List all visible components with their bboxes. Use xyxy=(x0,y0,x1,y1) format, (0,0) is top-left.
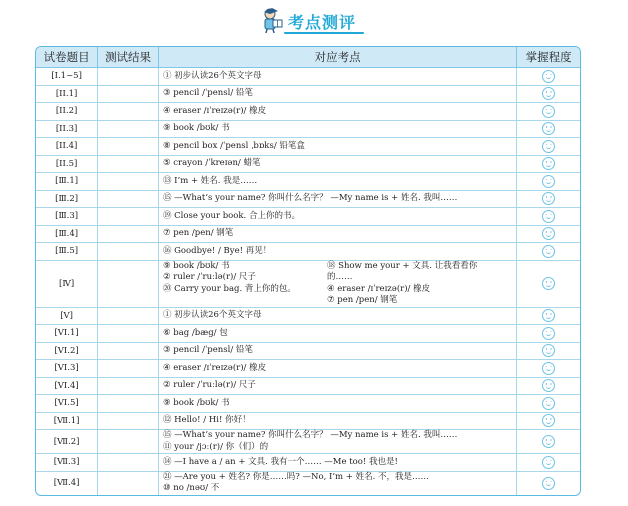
smiley-face-icon[interactable] xyxy=(542,435,555,448)
table-row xyxy=(36,413,580,431)
knowledge-point-line: ⑨ book /bʊk/ 书 xyxy=(162,397,230,408)
question-id: [II.5] xyxy=(36,156,98,174)
table-row xyxy=(36,430,580,454)
knowledge-point-columns xyxy=(163,261,516,307)
table-row xyxy=(36,325,580,343)
test-result-cell[interactable] xyxy=(98,138,159,156)
mastery-cell[interactable] xyxy=(517,325,580,343)
knowledge-point-line: ⑱ Show me your + 文具. 让我看看你的…… xyxy=(326,260,478,282)
table-header-row xyxy=(36,47,580,68)
mastery-cell[interactable] xyxy=(517,103,580,121)
table-row xyxy=(36,378,580,396)
smiley-face-icon[interactable] xyxy=(542,414,555,427)
header-banner xyxy=(0,4,628,38)
knowledge-point-cell xyxy=(159,226,517,244)
smiley-face-icon[interactable] xyxy=(542,362,555,375)
smiley-face-icon[interactable] xyxy=(542,140,555,153)
test-result-cell[interactable] xyxy=(98,454,159,472)
table-row xyxy=(36,243,580,261)
knowledge-point-cell xyxy=(159,472,517,495)
table-row xyxy=(36,395,580,413)
mastery-cell[interactable] xyxy=(517,121,580,139)
mastery-cell[interactable] xyxy=(517,173,580,191)
test-result-cell[interactable] xyxy=(98,325,159,343)
table-row xyxy=(36,454,580,472)
knowledge-point-line: ① 初步认读26个英文字母 xyxy=(162,70,262,81)
knowledge-point-line: ⑬ I’m + 姓名. 我是…… xyxy=(162,175,258,186)
knowledge-point-cell xyxy=(159,68,517,86)
smiley-face-icon[interactable] xyxy=(542,327,555,340)
knowledge-point-line: ② ruler /ˈruːlə(r)/ 尺子 xyxy=(162,272,256,282)
test-result-cell[interactable] xyxy=(98,173,159,191)
header-mastery: 掌握程度 xyxy=(517,47,580,68)
question-id: [Ⅲ.3] xyxy=(36,208,98,226)
question-id: [II.2] xyxy=(36,103,98,121)
smiley-face-icon[interactable] xyxy=(542,105,555,118)
smiley-face-icon[interactable] xyxy=(542,309,555,322)
test-result-cell[interactable] xyxy=(98,378,159,396)
knowledge-point-line: ⑮ —What’s your name? 你叫什么名字？ —My name is + 姓名. 我叫…… xyxy=(162,430,458,440)
test-result-cell[interactable] xyxy=(98,191,159,209)
table-row xyxy=(36,191,580,209)
knowledge-point-cell xyxy=(159,360,517,378)
smiley-face-icon[interactable] xyxy=(542,397,555,410)
page-title: 考点测评 xyxy=(288,13,357,32)
test-result-cell[interactable] xyxy=(98,208,159,226)
test-result-cell[interactable] xyxy=(98,121,159,139)
mastery-cell[interactable] xyxy=(517,430,580,454)
smiley-face-icon[interactable] xyxy=(542,344,555,357)
knowledge-point-cell xyxy=(159,413,517,431)
smiley-face-icon[interactable] xyxy=(542,175,555,188)
knowledge-point-line: ④ eraser /ɪˈreɪzə(r)/ 橡皮 xyxy=(162,105,267,116)
table-row xyxy=(36,261,580,308)
knowledge-point-line: ⑲ Close your book. 合上你的书。 xyxy=(162,210,300,221)
knowledge-point-line: ⑨ book /bʊk/ 书 xyxy=(162,123,230,133)
question-id: [Ⅶ.2] xyxy=(36,430,98,454)
header-knowledge-point: 对应考点 xyxy=(159,47,517,68)
question-id: [Ⅲ.1] xyxy=(36,173,98,191)
test-result-cell[interactable] xyxy=(98,343,159,361)
header-result: 测试结果 xyxy=(98,47,159,68)
test-result-cell[interactable] xyxy=(98,226,159,244)
knowledge-point-cell xyxy=(159,378,517,396)
question-id: [II.4] xyxy=(36,138,98,156)
header-question: 试卷题目 xyxy=(36,47,98,68)
question-id: [VI.2] xyxy=(36,343,98,361)
test-result-cell[interactable] xyxy=(98,261,159,308)
title-underline xyxy=(284,32,364,34)
mastery-cell[interactable] xyxy=(517,243,580,261)
smiley-face-icon[interactable] xyxy=(542,477,555,490)
mastery-cell[interactable] xyxy=(517,472,580,495)
knowledge-point-column-left xyxy=(163,261,327,307)
mastery-cell[interactable] xyxy=(517,138,580,156)
knowledge-point-cell xyxy=(159,243,517,261)
question-id: [VI.4] xyxy=(36,378,98,396)
smiley-face-icon[interactable] xyxy=(542,192,555,205)
knowledge-point-cell xyxy=(159,121,517,139)
mastery-cell[interactable] xyxy=(517,343,580,361)
table-row xyxy=(36,86,580,104)
question-id: [Ⅶ.3] xyxy=(36,454,98,472)
knowledge-point-line: ⑩ no /nəʊ/ 不 xyxy=(162,483,220,493)
test-result-cell[interactable] xyxy=(98,472,159,495)
knowledge-point-cell xyxy=(159,325,517,343)
table-row xyxy=(36,121,580,139)
test-result-cell[interactable] xyxy=(98,360,159,378)
test-result-cell[interactable] xyxy=(98,243,159,261)
knowledge-point-cell xyxy=(159,138,517,156)
table-row xyxy=(36,68,580,86)
test-result-cell[interactable] xyxy=(98,308,159,326)
mastery-cell[interactable] xyxy=(517,378,580,396)
test-result-cell[interactable] xyxy=(98,86,159,104)
assessment-table xyxy=(35,46,581,496)
knowledge-point-line: ⑦ pen /pen/ 钢笔 xyxy=(162,228,234,238)
knowledge-point-line: ④ eraser /ɪˈreɪzə(r)/ 橡皮 xyxy=(326,283,431,294)
test-result-cell[interactable] xyxy=(98,156,159,174)
question-id: [I.1~5] xyxy=(36,68,98,86)
knowledge-point-line: ③ pencil /ˈpensl/ 铅笔 xyxy=(162,345,253,355)
knowledge-point-cell xyxy=(159,395,517,413)
question-id: [VI.1] xyxy=(36,325,98,343)
knowledge-point-line: ⑳ Carry your bag. 背上你的包。 xyxy=(162,283,296,294)
smiley-face-icon[interactable] xyxy=(542,456,555,469)
knowledge-point-line: ⑤ crayon /ˈkreɪən/ 蜡笔 xyxy=(162,158,261,168)
question-id: [II.3] xyxy=(36,121,98,139)
table-row xyxy=(36,173,580,191)
question-id: [V] xyxy=(36,308,98,326)
student-reading-icon xyxy=(258,6,286,34)
knowledge-point-cell xyxy=(159,156,517,174)
mastery-cell[interactable] xyxy=(517,308,580,326)
mastery-cell[interactable] xyxy=(517,68,580,86)
smiley-face-icon[interactable] xyxy=(542,277,555,290)
test-result-cell[interactable] xyxy=(98,430,159,454)
mastery-cell[interactable] xyxy=(517,261,580,308)
knowledge-point-line: ⑥ bag /bæg/ 包 xyxy=(162,327,228,338)
table-row xyxy=(36,360,580,378)
mastery-cell[interactable] xyxy=(517,191,580,209)
knowledge-point-line: ① 初步认读26个英文字母 xyxy=(162,310,262,320)
mastery-cell[interactable] xyxy=(517,360,580,378)
knowledge-point-cell xyxy=(159,191,517,209)
knowledge-point-cell xyxy=(159,103,517,121)
knowledge-point-line: ⑫ Hello! / Hi! 你好！ xyxy=(162,415,251,425)
smiley-face-icon[interactable] xyxy=(542,210,555,223)
knowledge-point-line: ⑨ book /bʊk/ 书 xyxy=(162,260,230,271)
mastery-cell[interactable] xyxy=(517,454,580,472)
question-id: [Ⅲ.5] xyxy=(36,243,98,261)
question-id: [II.1] xyxy=(36,86,98,104)
question-id: [VI.3] xyxy=(36,360,98,378)
mastery-cell[interactable] xyxy=(517,395,580,413)
table-body xyxy=(36,68,580,495)
question-id: [Ⅶ.4] xyxy=(36,472,98,495)
knowledge-point-line: ③ pencil /ˈpensl/ 铅笔 xyxy=(162,88,253,98)
mastery-cell[interactable] xyxy=(517,208,580,226)
knowledge-point-column-right xyxy=(327,261,491,307)
table-row xyxy=(36,138,580,156)
mastery-cell[interactable] xyxy=(517,156,580,174)
question-id: [Ⅶ.1] xyxy=(36,413,98,431)
table-row xyxy=(36,472,580,495)
table-row xyxy=(36,308,580,326)
knowledge-point-cell xyxy=(159,261,517,308)
table-row xyxy=(36,226,580,244)
knowledge-point-line: ⑦ pen /pen/ 钢笔 xyxy=(326,295,398,305)
test-result-cell[interactable] xyxy=(98,413,159,431)
smiley-face-icon[interactable] xyxy=(542,122,555,135)
knowledge-point-line: ⑯ Goodbye! / Bye! 再见！ xyxy=(162,245,272,256)
smiley-face-icon[interactable] xyxy=(542,227,555,240)
test-result-cell[interactable] xyxy=(98,395,159,413)
knowledge-point-cell xyxy=(159,86,517,104)
knowledge-point-line: ⑪ your /jɔː(r)/ 你（们）的 xyxy=(162,441,269,452)
smiley-face-icon[interactable] xyxy=(542,157,555,170)
smiley-face-icon[interactable] xyxy=(542,87,555,100)
knowledge-point-line: ⑧ pencil box /ˈpensl ˌbɒks/ 铅笔盒 xyxy=(162,140,305,151)
mastery-cell[interactable] xyxy=(517,413,580,431)
table-row xyxy=(36,208,580,226)
knowledge-point-cell xyxy=(159,173,517,191)
smiley-face-icon[interactable] xyxy=(542,70,555,83)
smiley-face-icon[interactable] xyxy=(542,245,555,258)
knowledge-point-line: ㉑ —Are you + 姓名? 你是……吗? —No, I’m + 姓名. 不，我是…… xyxy=(162,471,430,482)
table-row xyxy=(36,103,580,121)
mastery-cell[interactable] xyxy=(517,226,580,244)
knowledge-point-line: ⑮ —What’s your name? 你叫什么名字？ —My name is + 姓名. 我叫…… xyxy=(162,193,458,203)
knowledge-point-cell xyxy=(159,308,517,326)
question-id: [VI.5] xyxy=(36,395,98,413)
knowledge-point-line: ④ eraser /ɪˈreɪzə(r)/ 橡皮 xyxy=(162,362,267,373)
question-id: [Ⅲ.4] xyxy=(36,226,98,244)
knowledge-point-cell xyxy=(159,208,517,226)
knowledge-point-cell xyxy=(159,430,517,454)
question-id: [Ⅲ.2] xyxy=(36,191,98,209)
test-result-cell[interactable] xyxy=(98,103,159,121)
knowledge-point-cell xyxy=(159,343,517,361)
mastery-cell[interactable] xyxy=(517,86,580,104)
knowledge-point-line: ② ruler /ˈruːlə(r)/ 尺子 xyxy=(162,380,256,390)
smiley-face-icon[interactable] xyxy=(542,379,555,392)
knowledge-point-line: ⑭ —I have a / an + 文具. 我有一个…… —Me too! 我也是! xyxy=(162,456,398,467)
table-row xyxy=(36,156,580,174)
knowledge-point-cell xyxy=(159,454,517,472)
test-result-cell[interactable] xyxy=(98,68,159,86)
question-id: [Ⅳ] xyxy=(36,261,98,308)
table-row xyxy=(36,343,580,361)
